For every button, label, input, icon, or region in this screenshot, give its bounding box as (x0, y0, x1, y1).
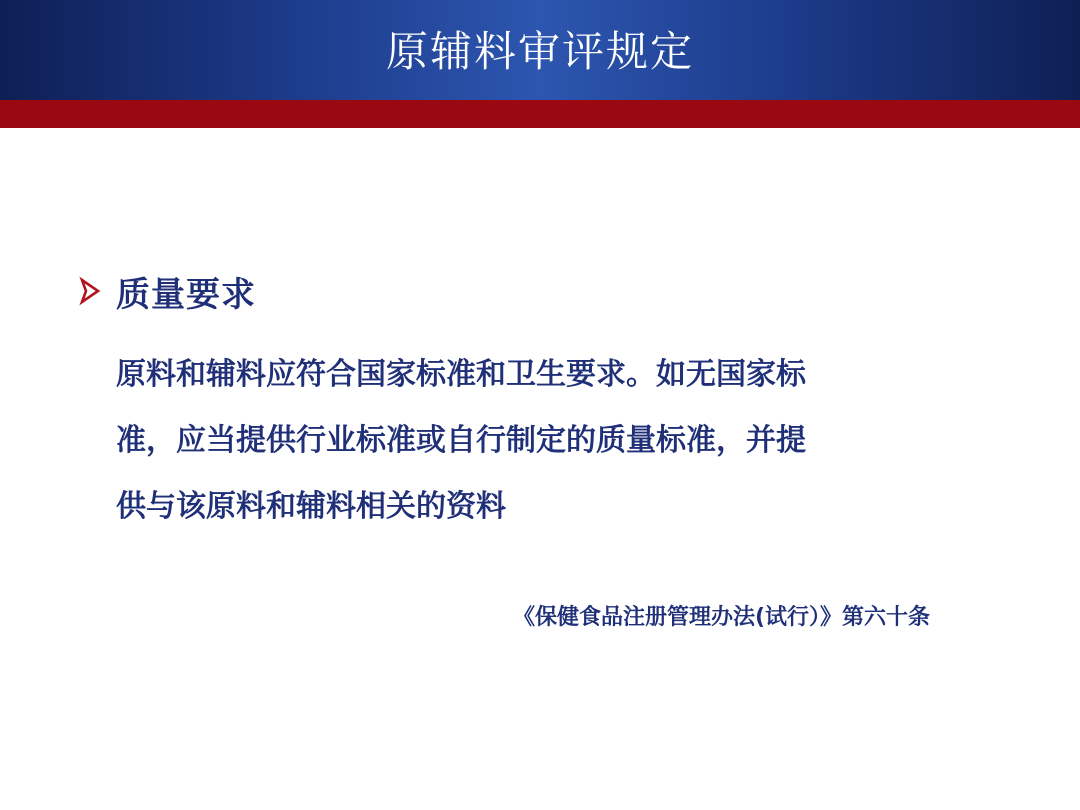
body-line: 原料和辅料应符合国家标准和卫生要求。如无国家标 (116, 357, 806, 392)
title-accent-band (0, 100, 1080, 128)
body-line: 准，应当提供行业标准或自行制定的质量标准，并提 (116, 423, 806, 458)
source-citation: 《保健食品注册管理办法(试行）》第六十条 (512, 605, 930, 630)
section-heading: 质量要求 (116, 274, 256, 315)
bullet-item (76, 266, 256, 316)
arrow-bullet-icon (76, 276, 106, 306)
slide-title: 原辅料审评规定 (385, 27, 694, 76)
body-line: 供与该原料和辅料相关的资料 (116, 489, 506, 524)
body-paragraph (116, 342, 966, 540)
title-bar (0, 0, 1080, 100)
